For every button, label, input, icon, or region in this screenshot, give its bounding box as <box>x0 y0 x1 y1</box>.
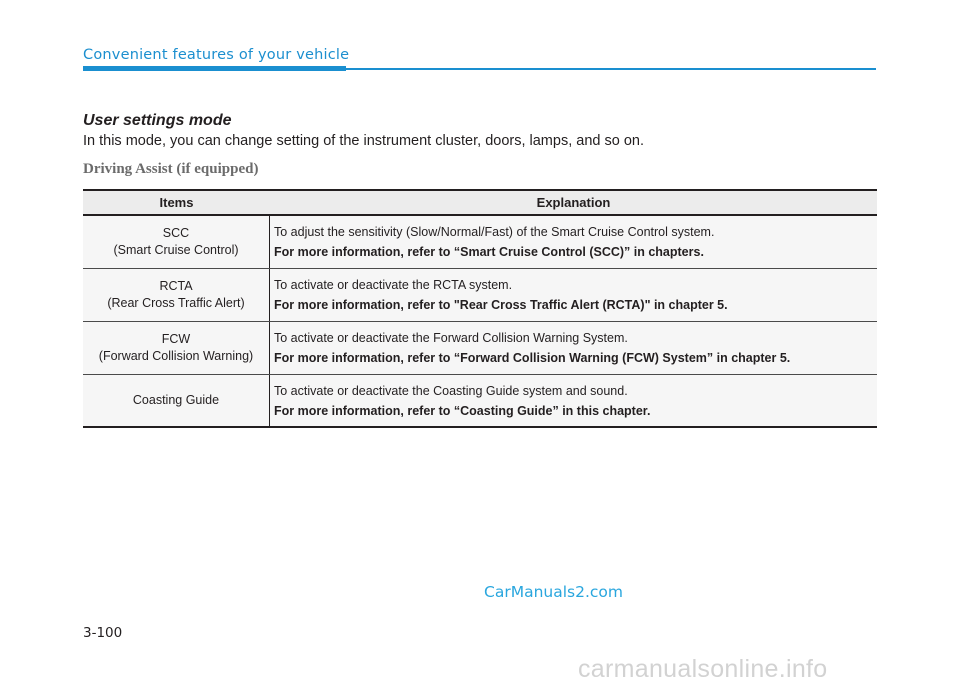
item-cell <box>83 375 270 426</box>
item-cell <box>83 269 270 321</box>
table-header-row <box>83 191 877 216</box>
explanation-text: To activate or deactivate the Forward Collision Warning System. <box>274 331 628 345</box>
item-name: SCC <box>162 226 190 240</box>
item-full-name: (Rear Cross Traffic Alert) <box>107 296 245 310</box>
header-accent-bar <box>83 66 346 71</box>
page-number: 3-100 <box>83 625 123 641</box>
header-rule <box>346 68 876 70</box>
explanation-reference: For more information, refer to “Forward Collision Warning (FCW) System” in chapter 5. <box>274 351 791 365</box>
item-name: FCW <box>161 332 191 346</box>
table-row <box>83 216 877 269</box>
item-cell <box>83 322 270 374</box>
item-name: Coasting Guide <box>132 393 220 407</box>
section-header-title: Convenient features of your vehicle <box>83 47 350 63</box>
column-header-items: Items <box>159 195 194 210</box>
settings-table <box>83 189 877 428</box>
explanation-cell <box>270 269 877 321</box>
explanation-reference: For more information, refer to “Coasting Guide” in this chapter. <box>274 403 651 418</box>
explanation-cell <box>270 216 877 268</box>
explanation-text: To activate or deactivate the Coasting Guide system and sound. <box>274 383 628 398</box>
subsection-title: Driving Assist (if equipped) <box>83 161 259 177</box>
item-name: RCTA <box>159 279 193 293</box>
explanation-reference: For more information, refer to "Rear Cross Traffic Alert (RCTA)" in chapter 5. <box>274 298 728 312</box>
table-row <box>83 269 877 322</box>
explanation-cell <box>270 322 877 374</box>
column-header-explanation: Explanation <box>536 195 611 210</box>
watermark-link[interactable]: CarManuals2.com <box>484 583 623 601</box>
explanation-text: To adjust the sensitivity (Slow/Normal/Fast) of the Smart Cruise Control system. <box>274 225 715 239</box>
explanation-text: To activate or deactivate the RCTA system. <box>274 278 513 292</box>
table-row <box>83 322 877 375</box>
mode-description: In this mode, you can change setting of the instrument cluster, doors, lamps, and so on. <box>83 133 644 149</box>
explanation-reference: For more information, refer to “Smart Cruise Control (SCC)” in chapters. <box>274 245 704 259</box>
watermark-footer: carmanualsonline.info <box>578 655 828 683</box>
item-cell <box>83 216 270 268</box>
explanation-cell <box>270 375 877 426</box>
mode-title: User settings mode <box>83 112 232 129</box>
table-row <box>83 375 877 428</box>
item-full-name: (Forward Collision Warning) <box>98 349 254 363</box>
item-full-name: (Smart Cruise Control) <box>113 243 239 257</box>
